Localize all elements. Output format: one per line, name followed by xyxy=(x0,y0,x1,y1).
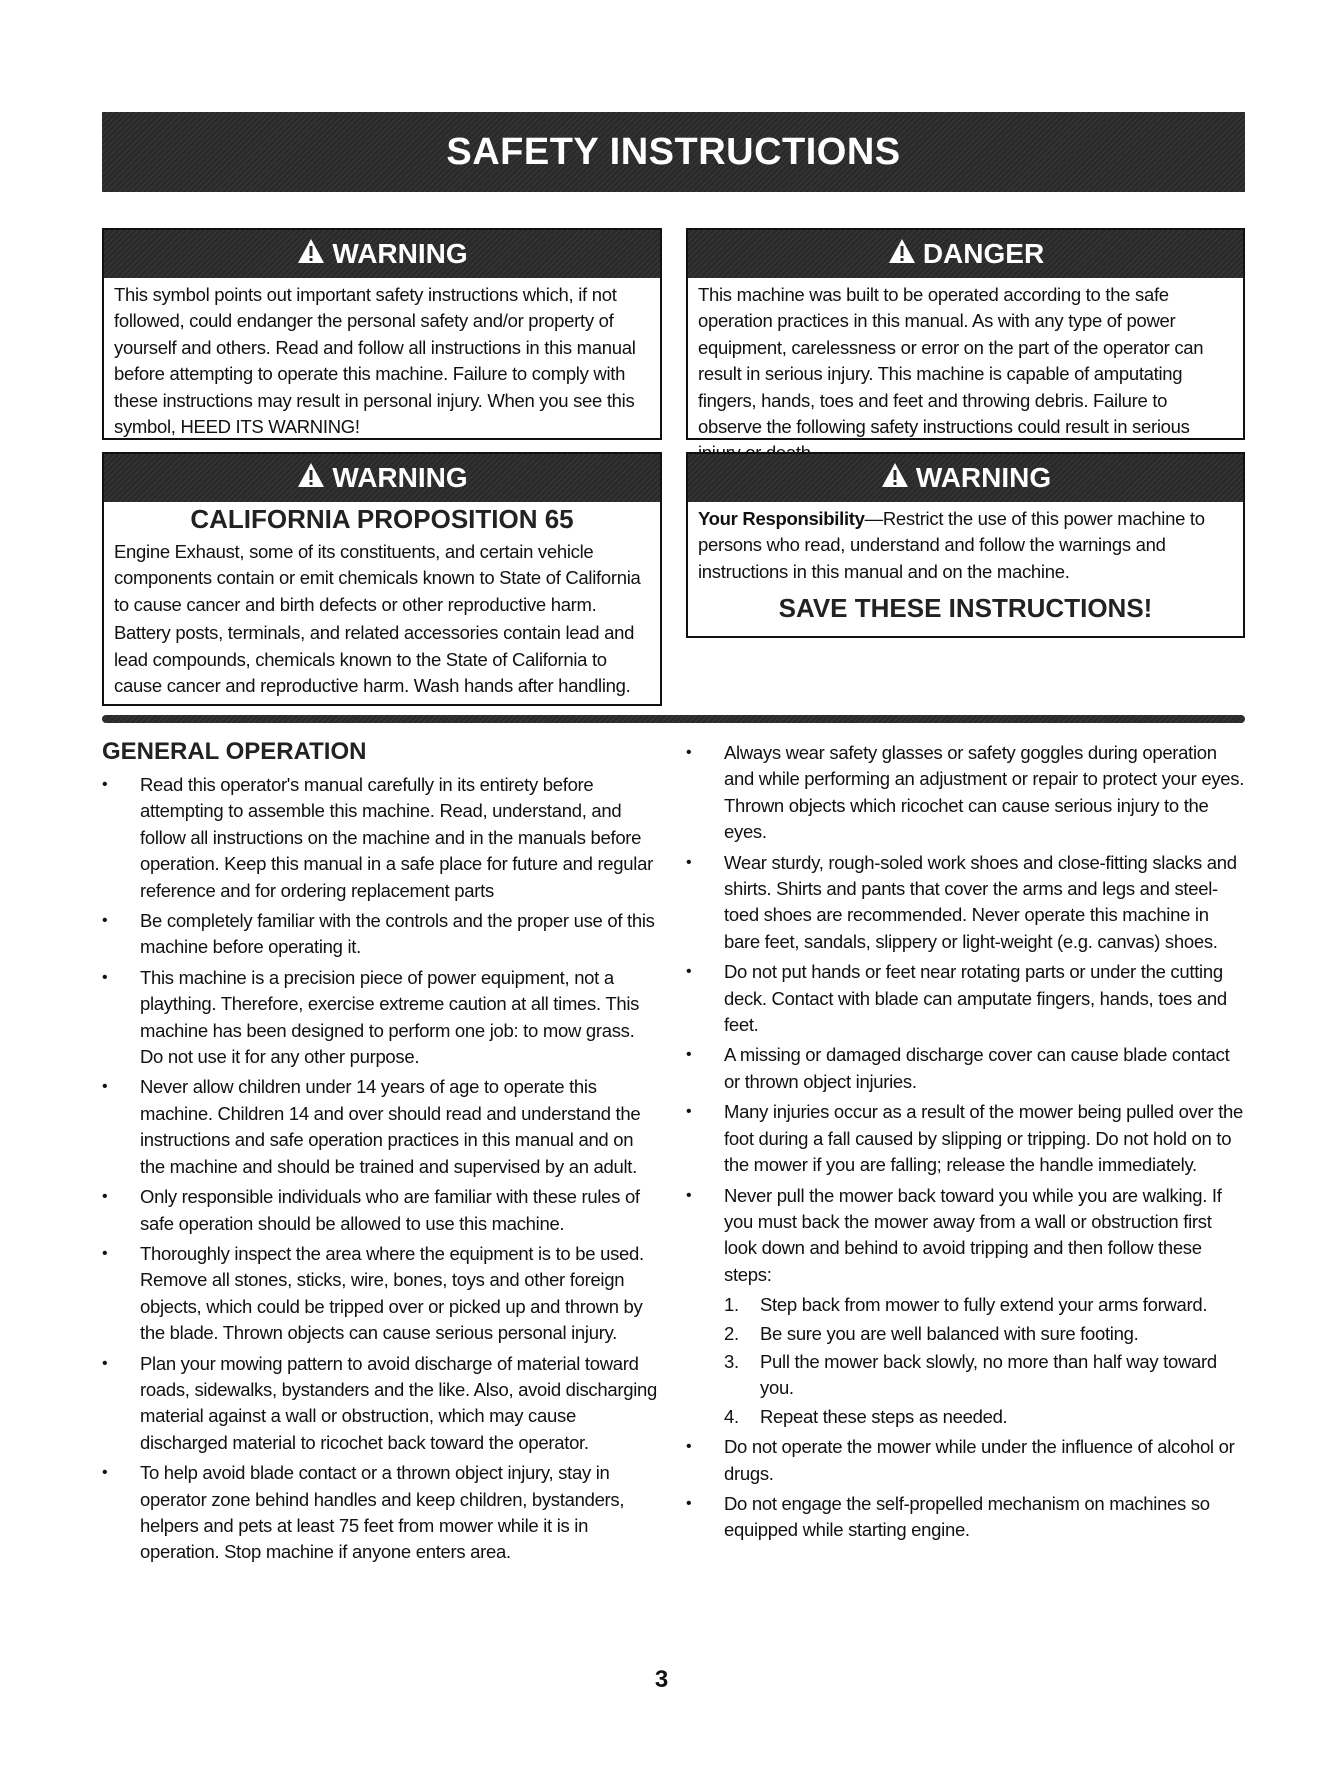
step-number: 3. xyxy=(724,1350,739,1372)
step-text: Repeat these steps as needed. xyxy=(760,1405,1008,1427)
left-column xyxy=(102,772,662,1570)
right-column xyxy=(686,740,1245,1548)
page-number: 3 xyxy=(654,1666,669,1693)
bullet-item: • Plan your mowing pattern to avoid discharge of material toward roads, sidewalks, bystanders and the like. Also, avoid discharging material against a wall or obstruction, which may cause discharged material to ricochet back toward the operator. xyxy=(102,1351,662,1457)
danger-header-label: DANGER xyxy=(922,238,1045,269)
bullet-item: • This machine is a precision piece of power equipment, not a plaything. Therefore, exercise extreme caution at all times. This machine has been designed to perform one job: to mow grass. Do not use it for any other purpose. xyxy=(102,965,662,1071)
california-paragraph-1: Engine Exhaust, some of its constituents, and certain vehicle components contain or emit chemicals known to State of California to cause cancer and birth defects or other reproductive harm. xyxy=(114,541,641,615)
step-number: 4. xyxy=(724,1405,739,1427)
bullet-item-text: Never pull the mower back toward you while you are walking. If you must back the mower away from a wall or obstruction first look down and behind to avoid tripping and then follow these steps: xyxy=(724,1184,1222,1285)
california-subtitle: CALIFORNIA PROPOSITION 65 xyxy=(190,504,574,534)
warning-triangle-icon xyxy=(296,461,326,496)
bullet-item: • Do not put hands or feet near rotating parts or under the cutting deck. Contact with blade can amputate fingers, hands, toes and feet. xyxy=(686,959,1245,1038)
danger-box xyxy=(686,228,1245,440)
danger-header xyxy=(688,230,1243,278)
warning-symbol-text: This symbol points out important safety instructions which, if not followed, could endanger the personal safety and/or property of yourself and others. Read and follow all instructions in this manual before attempting to operate this machine. Failure to comply with these instructions may result in personal injury. When you see this symbol, HEED ITS WARNING! xyxy=(114,284,636,438)
california-prop65-box xyxy=(102,452,662,706)
step-text: Step back from mower to fully extend your arms forward. xyxy=(760,1294,1208,1316)
step-item xyxy=(724,1321,1245,1347)
bullet-item: • Never allow children under 14 years of age to operate this machine. Children 14 and over should read and understand the instructions and safe operation practices in this manual and on the machine and should be trained and supervised by an adult. xyxy=(102,1074,662,1180)
warning-triangle-icon xyxy=(296,237,326,272)
page-title: SAFETY INSTRUCTIONS xyxy=(446,130,901,173)
bullet-item: • Read this operator's manual carefully in its entirety before attempting to assemble this machine. Read, understand, and follow all instructions on the machine and in the manuals before operation. Keep this manual in a safe place for future and regular reference and for ordering replacement parts xyxy=(102,772,662,904)
bullet-item: • Thoroughly inspect the area where the equipment is to be used. Remove all stones, sticks, wire, bones, toys and other foreign objects, which could be tripped over or picked up and thrown by the blade. Thrown objects can cause serious personal injury. xyxy=(102,1241,662,1347)
section-divider xyxy=(102,715,1245,723)
bullet-item: • Be completely familiar with the controls and the proper use of this machine before operating it. xyxy=(102,908,662,961)
warning-header xyxy=(688,454,1243,502)
step-text: Pull the mower back slowly, no more than half way toward you. xyxy=(760,1350,1217,1399)
warning-symbol-box xyxy=(102,228,662,440)
bullet-item xyxy=(686,1183,1245,1431)
warning-triangle-icon xyxy=(880,461,910,496)
danger-text: This machine was built to be operated according to the safe operation practices in this manual. As with any type of power equipment, carelessness or error on the part of the operator can result in serious injury. This machine is capable of amputating fingers, hands, toes and feet and throwing debris. Failure to observe the following safety instructions could result in serious xyxy=(698,284,1204,438)
bullet-item: • Do not engage the self-propelled mechanism on machines so equipped while starting engine. xyxy=(686,1491,1245,1544)
responsibility-box xyxy=(686,452,1245,638)
steps-list xyxy=(724,1292,1245,1430)
responsibility-text xyxy=(688,502,1243,591)
general-operation-title: GENERAL OPERATION xyxy=(102,738,367,765)
bullet-item: • Always wear safety glasses or safety goggles during operation and while performing an adjustment or repair to protect your eyes. Thrown objects which ricochet can cause serious injury to the eyes. xyxy=(686,740,1245,846)
warning-header-label: WARNING xyxy=(915,462,1052,493)
left-bullet-list xyxy=(102,772,662,1566)
bullet-item: • Wear sturdy, rough-soled work shoes and close-fitting slacks and shirts. Shirts and pants that cover the arms and legs and steel-toed shoes are recommended. Never operate this machine in bare feet, sandals, slippery or light-weight (e.g. canvas) shoes. xyxy=(686,850,1245,956)
responsibility-lead: Your Responsibility xyxy=(698,508,865,529)
responsibility-body: —Restrict the use of this power machine to persons who read, understand and follow the warnings and instructions in this manual and on the machine. xyxy=(698,508,1205,582)
step-number: 2. xyxy=(724,1322,739,1344)
warning-header xyxy=(104,230,660,278)
step-item xyxy=(724,1404,1245,1430)
bullet-item: • To help avoid blade contact or a thrown object injury, stay in operator zone behind handles and keep children, bystanders, helpers and pets at least 75 feet from mower while it is in operation. Stop machine if anyone enters area. xyxy=(102,1460,662,1566)
right-bullet-list xyxy=(686,740,1245,1544)
warning-triangle-icon xyxy=(887,237,917,272)
california-paragraph-2: Battery posts, terminals, and related accessories contain lead and lead compounds, chemicals known to the State of California to cause cancer and reproductive harm. Wash hands after handling. xyxy=(114,622,635,697)
bullet-item: • Do not operate the mower while under the influence of alcohol or drugs. xyxy=(686,1434,1245,1487)
bullet-item: • Only responsible individuals who are familiar with these rules of safe operation should be allowed to use this machine. xyxy=(102,1184,662,1237)
warning-header xyxy=(104,454,660,502)
warning-header-label: WARNING xyxy=(332,462,468,493)
save-instructions: SAVE THESE INSTRUCTIONS! xyxy=(778,593,1153,624)
step-text: Be sure you are well balanced with sure footing. xyxy=(760,1322,1139,1344)
step-number: 1. xyxy=(724,1294,739,1316)
bullet-item: • A missing or damaged discharge cover can cause blade contact or thrown object injuries. xyxy=(686,1042,1245,1095)
section-banner xyxy=(102,112,1245,192)
step-item xyxy=(724,1292,1245,1318)
bullet-item: • Many injuries occur as a result of the mower being pulled over the foot during a fall caused by slipping or tripping. Do not hold on to the mower if you are falling; release the handle immediately. xyxy=(686,1099,1245,1178)
warning-header-label: WARNING xyxy=(332,238,468,269)
step-item xyxy=(724,1349,1245,1402)
